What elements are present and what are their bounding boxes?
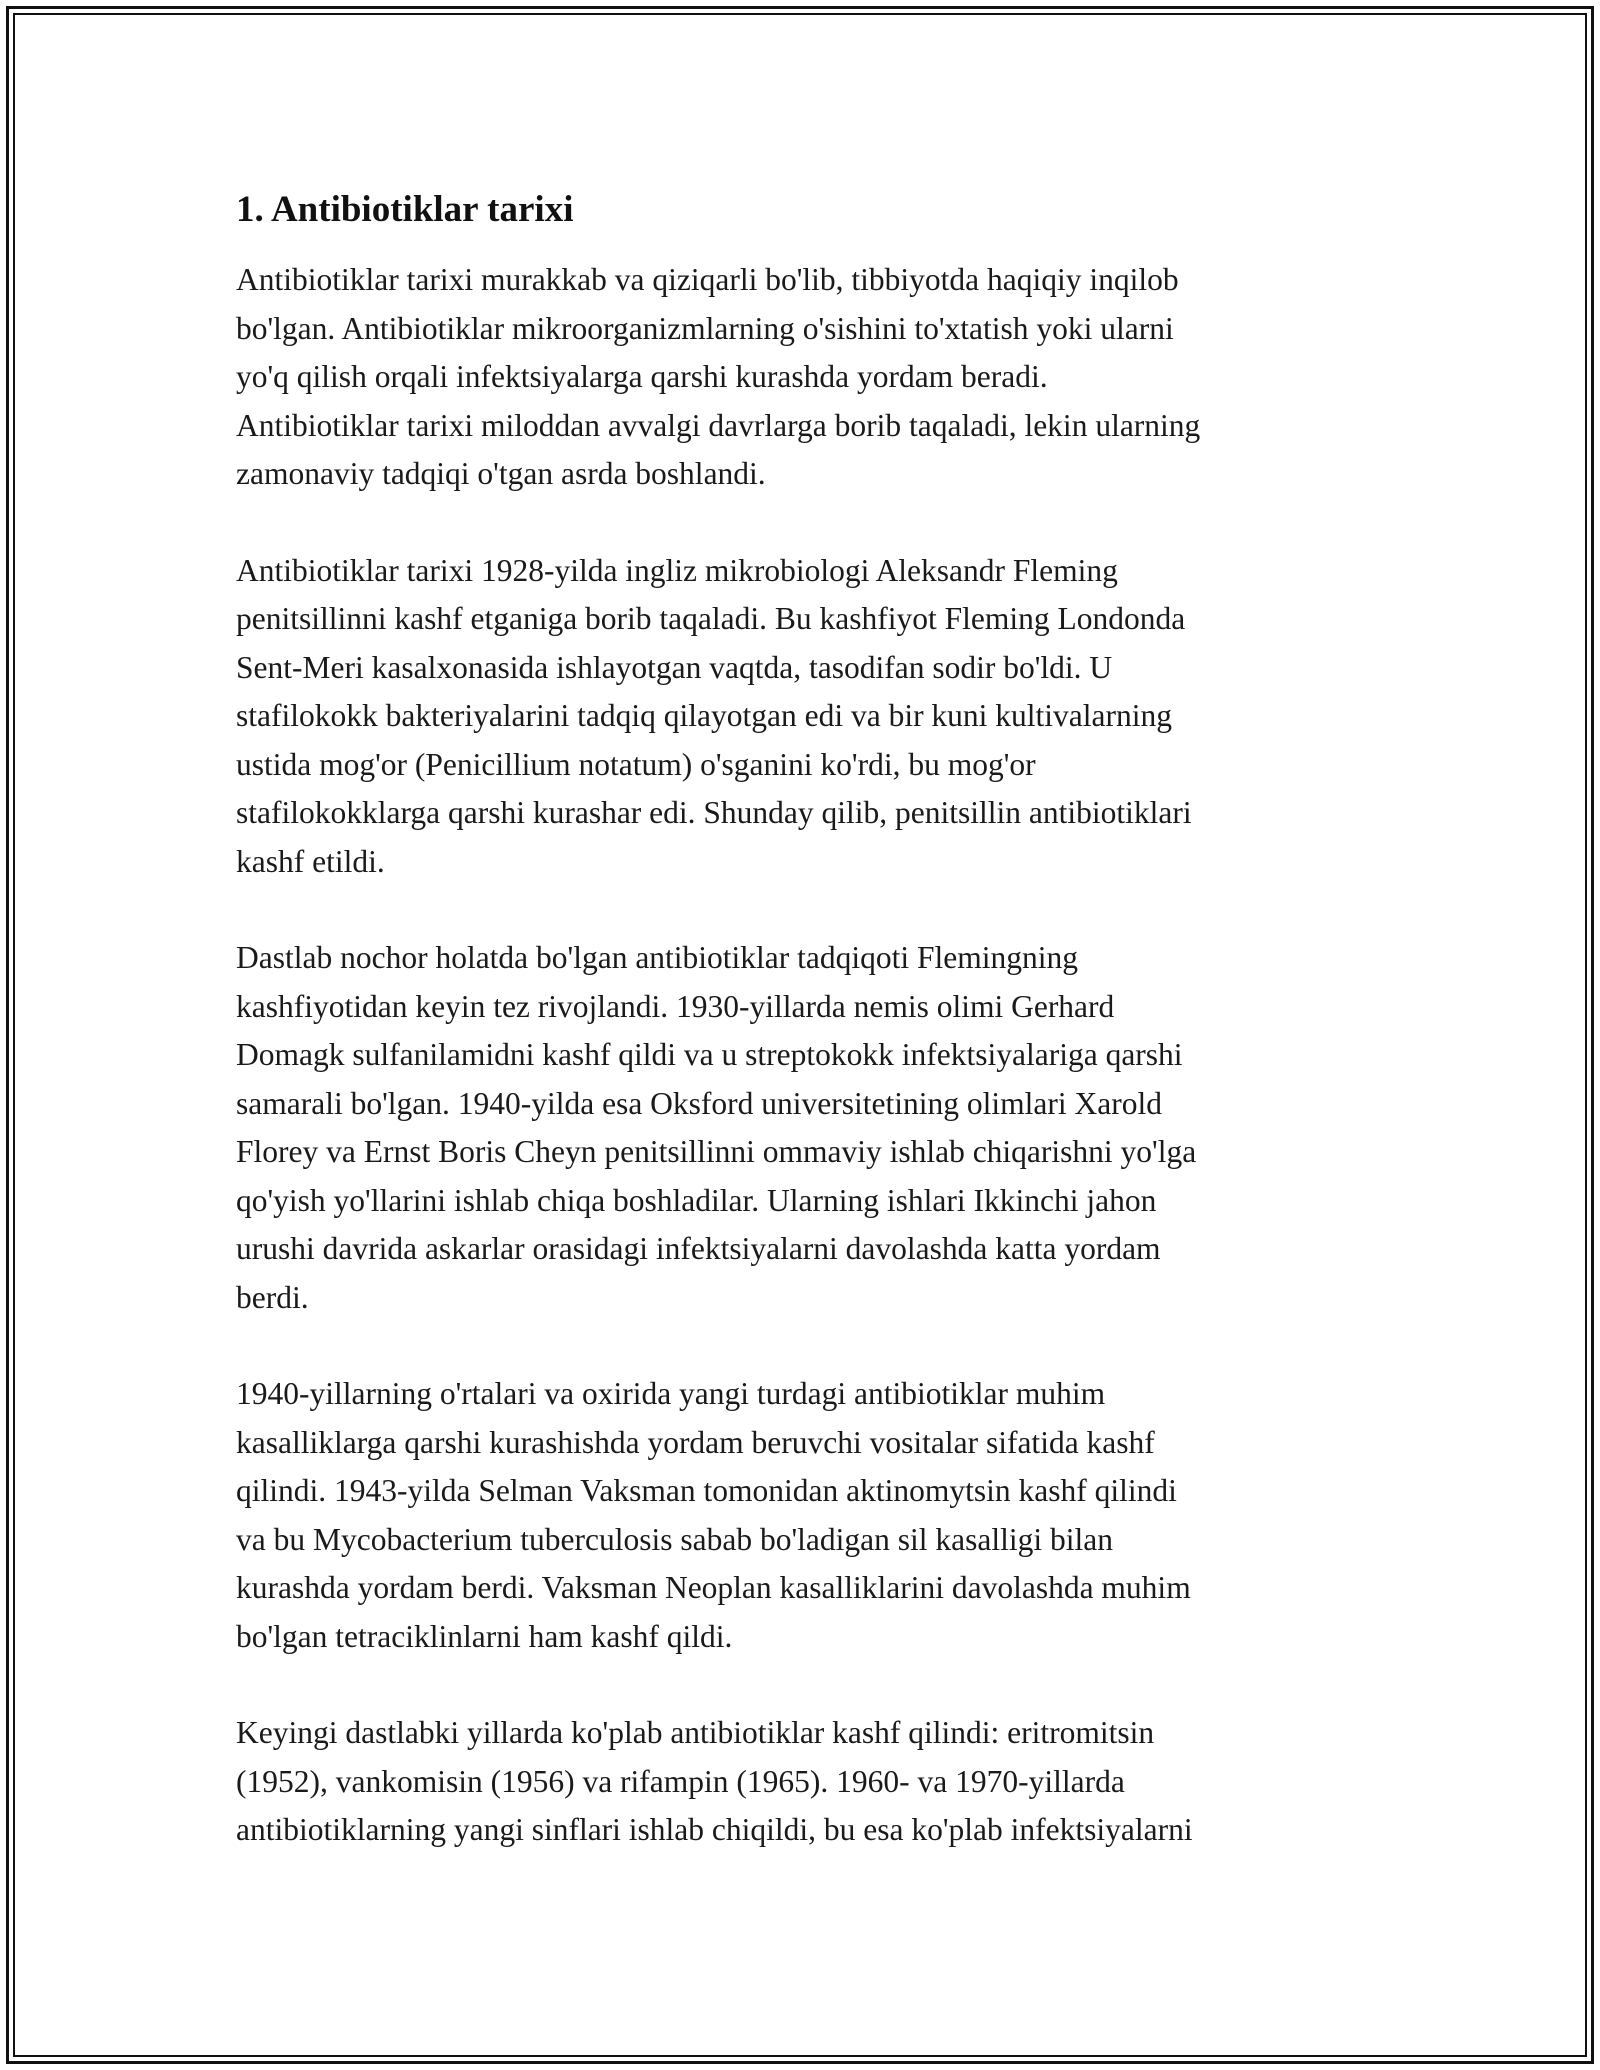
text-line: zamonaviy tadqiqi o'tgan asrda boshlandi. (236, 456, 766, 491)
text-line: bo'lgan tetraciklinlarni ham kashf qildi. (236, 1618, 733, 1654)
text-line: Antibiotiklar tarixi murakkab va qiziqarli bo'lib, tibbiyotda haqiqiy inqilob (236, 262, 1179, 297)
text-line: kurashda yordam berdi. Vaksman Neoplan kasalliklarini davolashda muhim (236, 1570, 1191, 1605)
text-line: berdi. (236, 1279, 309, 1315)
text-line: Keyingi dastlabki yillarda ko'plab antibiotiklar kashf qilindi: eritromitsin (236, 1715, 1155, 1750)
paragraph (236, 1370, 1366, 1661)
paragraph (236, 256, 1366, 499)
text-line: 1940-yillarning o'rtalari va oxirida yangi turdagi antibiotiklar muhim (236, 1376, 1106, 1411)
text-line: Florey va Ernst Boris Cheyn penitsillinni ommaviy ishlab chiqarishni yo'lga (236, 1134, 1197, 1169)
paragraph (236, 934, 1366, 1322)
text-line: qo'yish yo'llarini ishlab chiqa boshladilar. Ularning ishlari Ikkinchi jahon (236, 1182, 1157, 1218)
text-line: samarali bo'lgan. 1940-yilda esa Oksford universitetining olimlari Xarold (236, 1085, 1162, 1121)
text-line: stafilokokk bakteriyalarini tadqiq qilayotgan edi va bir kuni kultivalarning (236, 698, 1173, 733)
text-line: (1952), vankomisin (1956) va rifampin (1965). 1960- va 1970-yillarda (236, 1763, 1125, 1799)
text-line: Sent-Meri kasalxonasida ishlayotgan vaqtda, tasodifan sodir bo'ldi. U (236, 649, 1113, 685)
document-body (236, 186, 1366, 1903)
text-line: kashf etildi. (236, 843, 385, 879)
paragraph (236, 1709, 1366, 1855)
text-line: Domagk sulfanilamidni kashf qildi va u streptokokk infektsiyalariga qarshi (236, 1037, 1183, 1072)
text-line: Antibiotiklar tarixi 1928-yilda ingliz mikrobiologi Aleksandr Fleming (236, 552, 1118, 588)
text-line: penitsillinni kashf etganiga borib taqaladi. Bu kashfiyot Fleming Londonda (236, 601, 1186, 636)
text-line: qilindi. 1943-yilda Selman Vaksman tomonidan aktinomytsin kashf qilindi (236, 1473, 1177, 1508)
text-line: ustida mog'or (Penicillium notatum) o'sganini ko'rdi, bu mog'or (236, 746, 1036, 782)
text-line: antibiotiklarning yangi sinflari ishlab chiqildi, bu esa ko'plab infektsiyalarni (236, 1812, 1193, 1847)
section-heading: 1. Antibiotiklar tarixi (236, 189, 574, 230)
text-line: kashfiyotidan keyin tez rivojlandi. 1930-yillarda nemis olimi Gerhard (236, 988, 1115, 1024)
text-line: bo'lgan. Antibiotiklar mikroorganizmlarning o'sishini to'xtatish yoki ularni (236, 310, 1174, 346)
text-line: urushi davrida askarlar orasidagi infektsiyalarni davolashda katta yordam (236, 1231, 1161, 1266)
text-line: yo'q qilish orqali infektsiyalarga qarshi kurashda yordam beradi. (236, 359, 1048, 394)
text-line: va bu Mycobacterium tuberculosis sabab bo'ladigan sil kasalligi bilan (236, 1521, 1113, 1557)
text-line: kasalliklarga qarshi kurashishda yordam beruvchi vositalar sifatida kashf (236, 1424, 1155, 1460)
text-line: Dastlab nochor holatda bo'lgan antibiotiklar tadqiqoti Flemingning (236, 940, 1079, 975)
paragraph (236, 547, 1366, 887)
text-line: Antibiotiklar tarixi miloddan avvalgi davrlarga borib taqaladi, lekin ularning (236, 407, 1201, 443)
text-line: stafilokokklarga qarshi kurashar edi. Shunday qilib, penitsillin antibiotiklari (236, 795, 1192, 830)
